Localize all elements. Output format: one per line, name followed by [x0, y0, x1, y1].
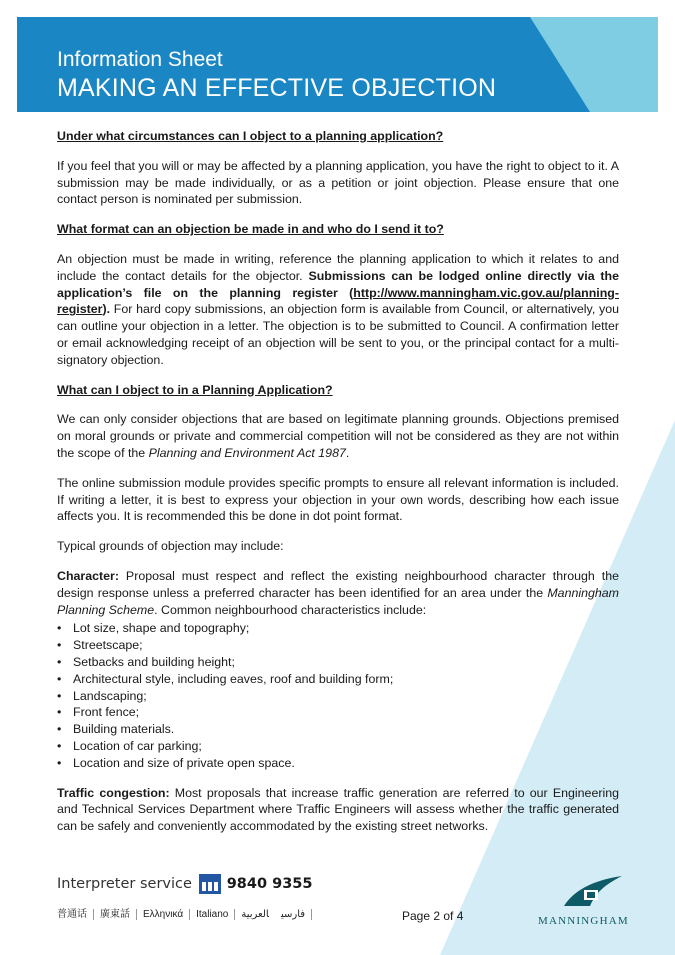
manningham-logo-icon [560, 872, 626, 912]
list-item: • Front fence; [57, 704, 619, 721]
language-item: 普通话 [57, 909, 94, 920]
planning-register-link[interactable]: http://www.manningham.vic.gov.au/planning-register [57, 285, 619, 317]
paragraph [57, 411, 619, 461]
list-item: • Building materials. [57, 721, 619, 738]
list-item: • Streetscape; [57, 637, 619, 654]
bullet-list [57, 620, 619, 771]
page-number: Page 2 of 4 [402, 909, 464, 923]
header-title: Information Sheet [57, 48, 223, 71]
language-item: العربية [241, 909, 269, 920]
language-item: Italiano [190, 909, 235, 920]
paragraph [57, 568, 619, 618]
header-subtitle: MAKING AN EFFECTIVE OBJECTION [57, 74, 497, 102]
paragraph [57, 251, 619, 369]
paragraph: Typical grounds of objection may include: [57, 539, 284, 554]
text-run: . [345, 445, 350, 460]
italic-text: Planning and Environment Act 1987 [148, 445, 346, 460]
paragraph: The online submission module provides specific prompts to ensure all relevant information is included. If writing a letter, it is best to express your objection in your own words, describing how each issue affects you. It is recommended this be done in dot point format. [57, 475, 619, 524]
paragraph: If you feel that you will or may be affected by a planning application, you have the right to object to it. A submission may be made individually, or as a petition or joint objection. Please ensure that one contact person is nominated per submission. [57, 158, 619, 207]
bold-text: ). [102, 302, 111, 317]
text-run: . Common neighbourhood characteristics include: [154, 602, 427, 617]
text-run: Proposal must respect and reflect the existing neighbourhood character through the design response unless a preferred character has been identified for an area under the [57, 568, 619, 600]
language-list [57, 905, 312, 920]
section-heading: What format can an objection be made in and who do I send it to? [57, 222, 444, 237]
language-item: 廣東話 [94, 909, 137, 920]
logo-text: MANNINGHAM [538, 915, 629, 927]
people-icon [199, 874, 221, 894]
bold-label: Character: [57, 568, 119, 583]
language-item: Ελληνικά [137, 909, 190, 920]
bold-text: Submissions can be lodged online directly via the application’s file on the planning register ( [57, 268, 619, 300]
list-item: • Architectural style, including eaves, roof and building form; [57, 671, 619, 688]
section-heading: Under what circumstances can I object to a planning application? [57, 129, 444, 143]
section-heading: What can I object to in a Planning Application? [57, 382, 333, 397]
interpreter-label: Interpreter service [57, 876, 192, 892]
list-item: • Location and size of private open space. [57, 755, 619, 772]
list-item: • Setbacks and building height; [57, 654, 619, 671]
interpreter-service [57, 874, 312, 894]
list-item: • Landscaping; [57, 688, 619, 705]
document-body [57, 128, 619, 848]
italic-text: Manningham Planning Scheme [57, 585, 619, 617]
interpreter-phone: 9840 9355 [226, 876, 313, 892]
list-item: • Location of car parking; [57, 738, 619, 755]
list-item: • Lot size, shape and topography; [57, 620, 619, 637]
bold-label: Traffic congestion: [57, 785, 170, 800]
text-run: An objection must be made in writing, reference the planning application to which it relates to and include the contact details for the objector. [57, 251, 619, 283]
text-run: For hard copy submissions, an objection form is available from Council, or alternatively, you can outline your objection in a letter. The objection is to be submitted to Council. A confirmation letter or email acknowledging receipt of an objection will be sent to you, or the principal contact for a multi-signatory objection. [57, 302, 619, 367]
paragraph [57, 785, 619, 835]
text-run: We can only consider objections that are based on legitimate planning grounds. Objections premised on moral grounds or private and commercial competition will not be considered as they are not within the scope of the [57, 412, 619, 460]
language-item: فارسی [275, 909, 312, 920]
text-run: Most proposals that increase traffic generation are referred to our Engineering and Technical Services Department where Traffic Engineers will assess whether the traffic generated can be safely and conveniently accommodated by the existing street networks. [57, 785, 619, 834]
